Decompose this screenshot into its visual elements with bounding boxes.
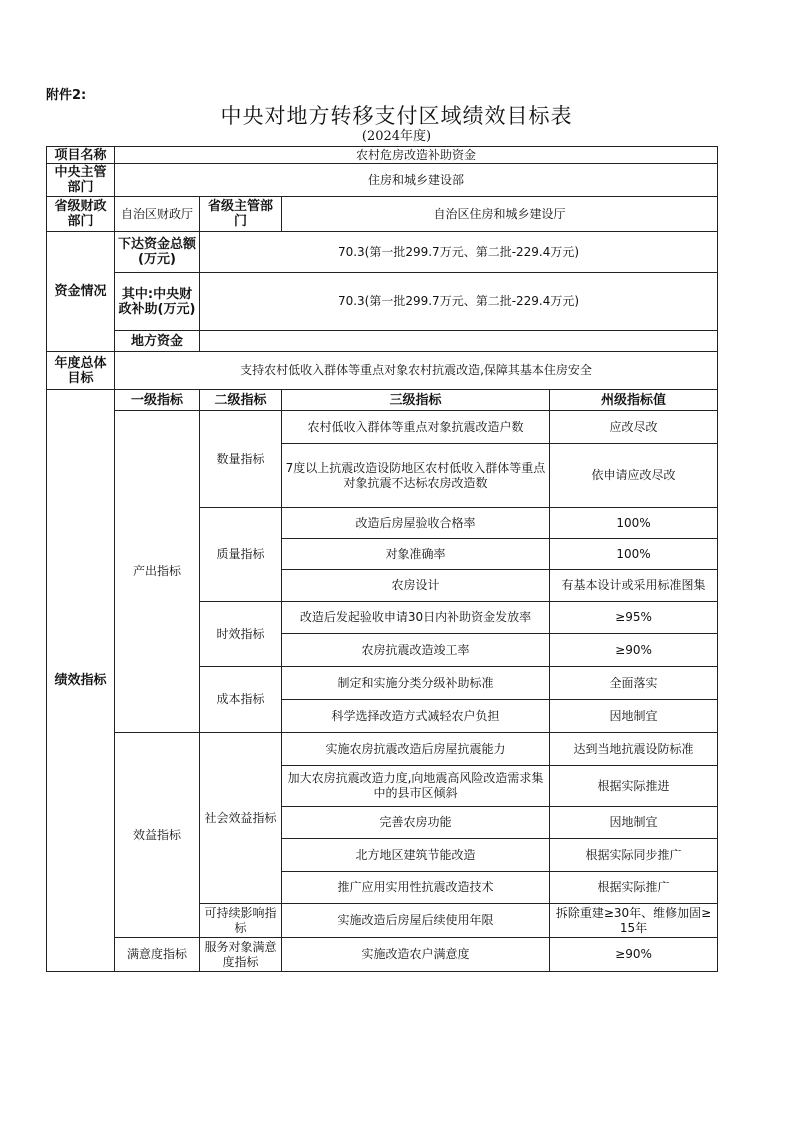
indicator-name: 7度以上抗震改造设防地区农村低收入群体等重点对象抗震不达标农房改造数 [282,444,550,508]
total-funds-label: 下达资金总额(万元) [115,232,200,273]
indicator-name: 对象准确率 [282,539,550,570]
table-row [47,733,718,766]
indicator-name: 加大农房抗震改造力度,向地震高风险改造需求集中的县市区倾斜 [282,766,550,807]
indicator-name: 实施农房抗震改造后房屋抗震能力 [282,733,550,766]
indicator-value: 100% [550,539,718,570]
indicator-value: 依申请应改尽改 [550,444,718,508]
indicator-value: 根据实际推广 [550,872,718,904]
funds-label: 资金情况 [47,232,115,352]
social-benefit-indicator-label: 社会效益指标 [200,733,282,904]
indicator-name: 农村低收入群体等重点对象抗震改造户数 [282,411,550,444]
provincial-dept-label: 省级主管部门 [200,197,282,232]
indicator-name: 北方地区建筑节能改造 [282,839,550,872]
indicator-name: 改造后房屋验收合格率 [282,508,550,539]
indicator-value: ≥90% [550,634,718,667]
provincial-finance-value: 自治区财政厅 [115,197,200,232]
table-row [47,938,718,972]
cost-indicator-label: 成本指标 [200,667,282,733]
indicator-name: 推广应用实用性抗震改造技术 [282,872,550,904]
local-funds-label: 地方资金 [115,331,200,352]
timeliness-indicator-label: 时效指标 [200,602,282,667]
central-funds-label: 其中:中央财政补助(万元) [115,273,200,331]
annual-goal-label: 年度总体目标 [47,352,115,390]
table-row [47,232,718,273]
table-row [47,331,718,352]
table-row [47,390,718,411]
table-row [47,273,718,331]
table-row [47,352,718,390]
performance-table [46,146,718,972]
indicator-value: 100% [550,508,718,539]
header-level3: 三级指标 [282,390,550,411]
indicator-value: ≥90% [550,938,718,972]
header-value: 州级指标值 [550,390,718,411]
year-label: (2024年度) [361,129,432,144]
total-funds-value: 70.3(第一批299.7万元、第二批-229.4万元) [200,232,718,273]
indicator-name: 制定和实施分类分级补助标准 [282,667,550,700]
table-row [47,411,718,444]
indicator-name: 实施改造后房屋后续使用年限 [282,904,550,938]
quantity-indicator-label: 数量指标 [200,411,282,508]
provincial-dept-value: 自治区住房和城乡建设厅 [282,197,718,232]
central-funds-value: 70.3(第一批299.7万元、第二批-229.4万元) [200,273,718,331]
satisfaction-indicator-label: 满意度指标 [115,938,200,972]
project-name-label: 项目名称 [47,147,115,164]
provincial-finance-label: 省级财政部门 [47,197,115,232]
indicator-value: 应改尽改 [550,411,718,444]
indicator-name: 实施改造农户满意度 [282,938,550,972]
table-row [47,197,718,232]
table-row [47,147,718,164]
indicator-value: 拆除重建≥30年、维修加固≥15年 [550,904,718,938]
indicator-name: 改造后发起验收申请30日内补助资金发放率 [282,602,550,634]
header-level1: 一级指标 [115,390,200,411]
benefit-indicator-label: 效益指标 [115,733,200,938]
local-funds-value [200,331,718,352]
indicator-name: 完善农房功能 [282,807,550,839]
indicator-value: 因地制宜 [550,700,718,733]
table-row [47,164,718,197]
indicator-name: 科学选择改造方式减轻农户负担 [282,700,550,733]
indicator-name: 农房设计 [282,570,550,602]
quality-indicator-label: 质量指标 [200,508,282,602]
project-name-value: 农村危房改造补助资金 [115,147,718,164]
central-dept-label: 中央主管部门 [47,164,115,197]
indicator-value: ≥95% [550,602,718,634]
header-level2: 二级指标 [200,390,282,411]
indicator-value: 根据实际推进 [550,766,718,807]
attachment-label: 附件2: [46,88,87,103]
indicator-value: 根据实际同步推广 [550,839,718,872]
page-title: 中央对地方转移支付区域绩效目标表 [220,104,573,128]
indicator-value: 有基本设计或采用标准图集 [550,570,718,602]
indicator-value: 达到当地抗震设防标准 [550,733,718,766]
annual-goal-value: 支持农村低收入群体等重点对象农村抗震改造,保障其基本住房安全 [115,352,718,390]
perf-label: 绩效指标 [47,390,115,972]
output-indicator-label: 产出指标 [115,411,200,733]
indicator-name: 农房抗震改造竣工率 [282,634,550,667]
satisfaction-level2-label: 服务对象满意度指标 [200,938,282,972]
indicator-value: 因地制宜 [550,807,718,839]
sustain-indicator-label: 可持续影响指标 [200,904,282,938]
indicator-value: 全面落实 [550,667,718,700]
central-dept-value: 住房和城乡建设部 [115,164,718,197]
